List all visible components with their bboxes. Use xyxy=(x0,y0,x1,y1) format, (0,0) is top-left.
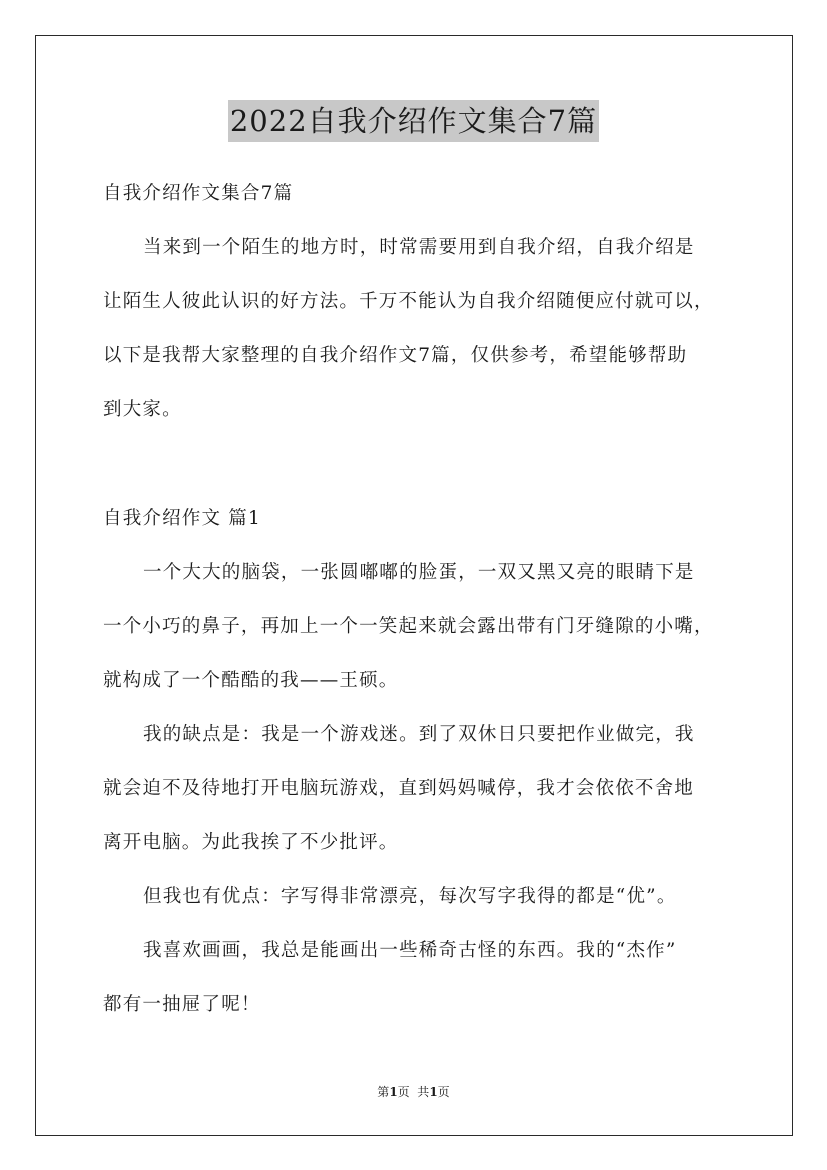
page-footer xyxy=(0,1084,827,1100)
intro-line: 当来到一个陌生的地方时，时常需要用到自我介绍，自我介绍是 xyxy=(143,237,695,258)
body-line: 我喜欢画画，我总是能画出一些稀奇古怪的东西。我的“杰作” xyxy=(143,940,677,961)
body-line: 离开电脑。为此我挨了不少批评。 xyxy=(103,832,399,853)
title-container xyxy=(0,100,827,142)
document-subtitle: 自我介绍作文集合7篇 xyxy=(103,183,294,204)
footer-suffix: 页 xyxy=(437,1085,450,1099)
body-line: 但我也有优点：字写得非常漂亮，每次写字我得的都是“优”。 xyxy=(143,886,677,907)
body-line: 一个小巧的鼻子，再加上一个一笑起来就会露出带有门牙缝隙的小嘴， xyxy=(103,616,714,637)
body-line: 就构成了一个酷酷的我——王硕。 xyxy=(103,670,399,691)
document-title: 2022自我介绍作文集合7篇 xyxy=(228,100,599,142)
intro-line: 以下是我帮大家整理的自我介绍作文7篇，仅供参考，希望能够帮助 xyxy=(103,345,688,366)
footer-page-number: 1 xyxy=(389,1085,398,1099)
intro-line: 让陌生人彼此认识的好方法。千万不能认为自我介绍随便应付就可以， xyxy=(103,291,714,312)
footer-page-total: 1 xyxy=(429,1085,438,1099)
section-heading: 自我介绍作文 篇1 xyxy=(103,508,261,529)
body-line: 一个大大的脑袋，一张圆嘟嘟的脸蛋，一双又黑又亮的眼睛下是 xyxy=(143,562,695,583)
body-line: 我的缺点是：我是一个游戏迷。到了双休日只要把作业做完，我 xyxy=(143,724,695,745)
body-line: 就会迫不及待地打开电脑玩游戏，直到妈妈喊停，我才会依依不舍地 xyxy=(103,778,695,799)
footer-mid: 页 共 xyxy=(397,1085,430,1099)
intro-line: 到大家。 xyxy=(103,399,182,420)
body-line: 都有一抽屉了呢！ xyxy=(103,994,261,1015)
footer-prefix: 第 xyxy=(377,1085,390,1099)
